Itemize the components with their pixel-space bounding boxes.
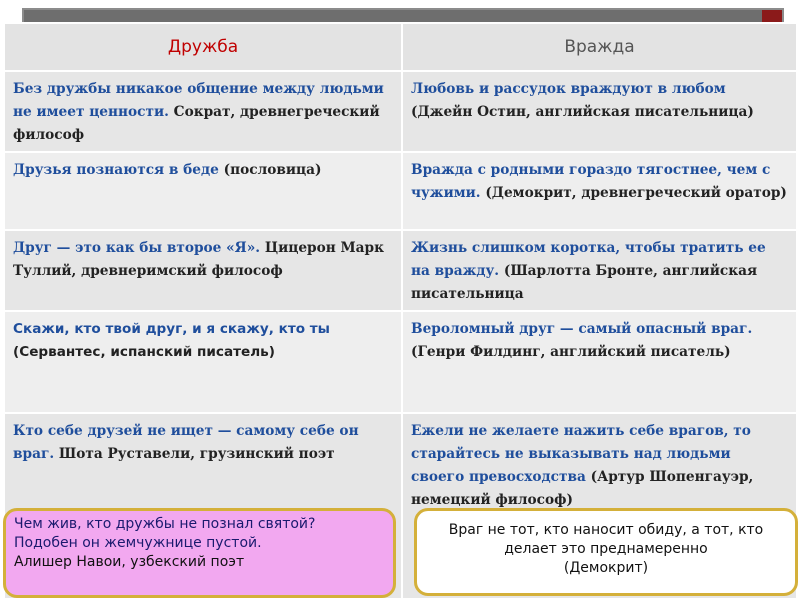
- friendship-cell: [4, 71, 402, 152]
- callout-navoi: [3, 508, 396, 598]
- friendship-cell: [4, 230, 402, 311]
- enmity-cell: [402, 311, 797, 413]
- callout-text: Враг не тот, кто наносит обиду, а тот, кто делает это преднамеренно: [448, 522, 764, 557]
- enmity-cell: [402, 230, 797, 311]
- quote-author: (пословица): [218, 162, 322, 178]
- quote-text: Друзья познаются в беде: [13, 162, 219, 178]
- header-enmity: Вражда: [402, 23, 797, 71]
- callout-author: (Демокрит): [563, 560, 649, 576]
- title-bar-accent: [762, 10, 782, 22]
- quote-author: (Шарлотта Бронте, английская писательница: [411, 263, 758, 302]
- quote-text: Вероломный друг — самый опасный враг.: [411, 321, 753, 337]
- table-row: [4, 71, 797, 152]
- quote-author: Сократ, древнегреческий философ: [13, 104, 380, 143]
- header-row: [4, 23, 797, 71]
- quote-text: Ежели не желаете нажить себе врагов, то старайтесь не выказывать над людьми своего превосходства: [411, 423, 751, 485]
- table-row: [4, 152, 797, 230]
- quote-author: (Демокрит, древнегреческий оратор): [480, 185, 787, 201]
- enmity-cell: [402, 71, 797, 152]
- quote-text: Жизнь слишком коротка, чтобы тратить ее на вражду.: [411, 240, 766, 279]
- header-friendship: Дружба: [4, 23, 402, 71]
- quote-author: (Джейн Остин, английская писательница): [411, 104, 754, 120]
- quote-author: Цицерон Марк Туллий, древнеримский философ: [13, 240, 385, 279]
- quote-author: (Генри Филдинг, английский писатель): [411, 344, 731, 360]
- callout-line: Чем жив, кто дружбы не познал святой?: [14, 516, 316, 532]
- quote-text: Кто себе друзей не ищет — самому себе он враг.: [13, 423, 359, 462]
- quote-text: Вражда с родными гораздо тягостнее, чем с чужими.: [411, 162, 771, 201]
- table-row: [4, 230, 797, 311]
- quote-author: (Сервантес, испанский писатель): [13, 344, 275, 360]
- callout-line: Подобен он жемчужнице пустой.: [14, 535, 262, 551]
- quote-text: Скажи, кто твой друг, и я скажу, кто ты: [13, 321, 330, 337]
- quote-text: Любовь и рассудок враждуют в любом: [411, 81, 726, 97]
- quote-author: Шота Руставели, грузинский поэт: [54, 446, 335, 462]
- enmity-cell: [402, 152, 797, 230]
- table-row: [4, 311, 797, 413]
- callout-author: Алишер Навои, узбекский поэт: [14, 554, 245, 570]
- callout-democritus: [414, 508, 798, 596]
- quote-text: Друг — это как бы второе «Я».: [13, 240, 261, 256]
- quote-text: Без дружбы никакое общение между людьми не имеет ценности.: [13, 81, 384, 120]
- friendship-cell: [4, 311, 402, 413]
- quote-author: (Артур Шопенгауэр, немецкий философ): [411, 469, 754, 508]
- friendship-cell: [4, 152, 402, 230]
